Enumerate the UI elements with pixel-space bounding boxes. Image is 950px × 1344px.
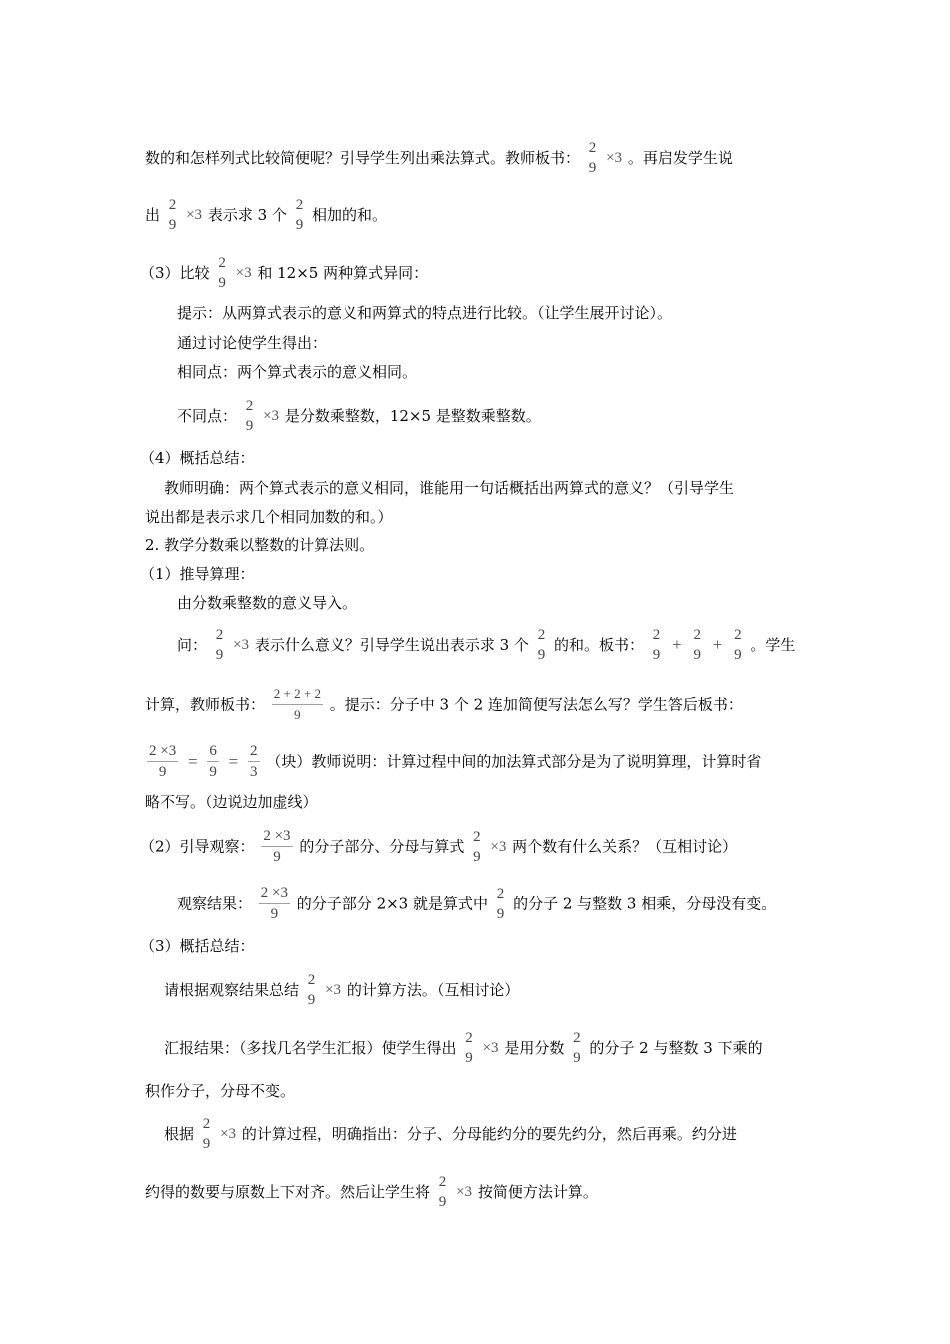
text: 问： (177, 636, 208, 654)
paragraph-line-2 (145, 195, 387, 235)
fraction-2-9: 2 9 (465, 1030, 473, 1066)
text: 请根据观察结果总结 (164, 981, 300, 999)
text: 2. 教学分数乘以整数的计算法则。 (145, 536, 375, 554)
equals-sign: = (188, 751, 198, 771)
fraction-2x3-over-9: $\frac{2 \times 3}{9}$ (149, 743, 177, 780)
text: 的分子 2 与整数 3 下乘的 (589, 1039, 763, 1057)
text: 积作分子，分母不变。 (145, 1082, 296, 1100)
fraction-2-9: 2 9 (573, 1030, 581, 1066)
paragraph-line-20 (140, 934, 255, 957)
text: 的和。板书： (553, 636, 644, 654)
paragraph-line-3 (140, 253, 428, 293)
plus-sign: + (712, 635, 723, 654)
text: 出 (145, 206, 161, 224)
fraction-2-9: 2 9 (537, 627, 546, 663)
fraction-2-9: 2 9 (295, 197, 304, 233)
paragraph-line-18 (140, 826, 737, 867)
fraction-2-9: 2 9 (218, 255, 226, 291)
paragraph-line-4 (177, 301, 672, 324)
fraction-2x3-over-9: $\frac{2 \times 3}{9}$ (260, 885, 289, 922)
fraction-2-9: 2 9 (202, 1116, 211, 1152)
times-3: ×3 (263, 408, 280, 424)
text: 略不写。（边说边加虚线） (145, 793, 318, 811)
text: 的计算过程，明确指出：分子、分母能约分的要先约分，然后再乘。约分进 (241, 1125, 737, 1143)
fraction-2-9: 2 9 (168, 197, 177, 233)
text: 由分数乘整数的意义导入。 (177, 594, 358, 612)
paragraph-line-16 (145, 741, 761, 782)
text: 根据 (164, 1125, 195, 1143)
text: 表示求 3 个 (207, 206, 287, 224)
text: 数的和怎样列式比较简便呢？引导学生列出乘法算式。教师板书： (145, 149, 581, 167)
text: 约得的数要与原数上下对齐。然后让学生将 (145, 1183, 431, 1201)
paragraph-line-17 (145, 790, 318, 813)
paragraph-line-8 (140, 446, 255, 469)
paragraph-line-24 (164, 1114, 737, 1154)
times-3: ×3 (220, 1126, 237, 1142)
paragraph-line-1 (145, 138, 733, 178)
text: 的分子部分、分母与算式 (299, 837, 465, 856)
text: （4）概括总结： (140, 449, 255, 467)
times-3: ×3 (325, 982, 342, 998)
paragraph-line-19 (177, 883, 776, 924)
text: 。学生 (750, 636, 796, 654)
times-3: ×3 (606, 150, 623, 166)
paragraph-line-12 (140, 562, 255, 585)
text: 教师明确：两个算式表示的意义相同，谁能用一句话概括出两算式的意义？（引导学生 (164, 479, 735, 497)
text: 相加的和。 (311, 206, 387, 224)
paragraph-line-15 (145, 684, 743, 725)
fraction-2-9: 2 9 (245, 398, 254, 434)
times-3: ×3 (235, 265, 252, 281)
text: 表示什么意义？引导学生说出表示求 3 个 (254, 636, 529, 654)
fraction-2-9: 2 9 (215, 627, 224, 663)
paragraph-line-21 (164, 970, 519, 1010)
text: （3）比较 (140, 264, 210, 282)
text: 。提示：分子中 3 个 2 连加简便写法怎么写？学生答后板书： (329, 695, 743, 714)
text: 通过讨论使学生得出： (177, 334, 328, 352)
plus-sign: + (672, 635, 682, 654)
text: 和 12×5 两种算式异同： (257, 264, 429, 282)
text: 的计算方法。（互相讨论） (346, 981, 520, 999)
fraction-6-9: $\frac{6}{9}$ (209, 743, 217, 780)
paragraph-line-6 (177, 360, 417, 383)
fraction-2-9: 2 9 (652, 627, 661, 663)
fraction-2-9: 2 9 (307, 972, 316, 1008)
text: 是用分数 (504, 1039, 565, 1057)
paragraph-line-7 (177, 396, 541, 436)
text: （1）推导算理： (140, 565, 255, 583)
text: 两个数有什么关系？（互相讨论） (512, 837, 738, 856)
text: 不同点： (177, 407, 238, 425)
times-3: ×3 (186, 207, 203, 223)
text: 观察结果： (177, 894, 253, 913)
text: 的分子 2 与整数 3 相乘，分母没有变。 (513, 894, 777, 913)
text: 说出都是表示求几个相同加数的和。） (145, 508, 393, 526)
text: 汇报结果：（多找几名学生汇报）使学生得出 (164, 1039, 457, 1057)
paragraph-line-10 (145, 505, 393, 528)
paragraph-line-9 (164, 476, 734, 499)
times-3: ×3 (482, 1040, 499, 1056)
text: 相同点：两个算式表示的意义相同。 (177, 363, 418, 381)
fraction-2-9: 2 9 (496, 885, 505, 922)
fraction-2-9: 2 9 (588, 140, 597, 176)
text: 的分子部分 2×3 就是算式中 (296, 894, 488, 913)
text: （2）引导观察： (140, 837, 255, 856)
paragraph-line-23 (145, 1079, 295, 1102)
text: 计算，教师板书： (145, 695, 266, 714)
fraction-2-9: 2 9 (473, 828, 481, 865)
text: 提示：从两算式表示的意义和两算式的特点进行比较。（让学生展开讨论）。 (177, 304, 673, 322)
paragraph-line-25 (145, 1172, 598, 1212)
fraction-2-9: 2 9 (693, 627, 701, 663)
section-heading-2 (145, 533, 374, 556)
fraction-2x3-over-9: $\frac{2 \times 3}{9}$ (263, 828, 291, 865)
paragraph-line-22 (164, 1028, 763, 1068)
text: （3）概括总结： (140, 937, 255, 955)
fraction-2-3: $\frac{2}{3}$ (250, 743, 258, 780)
times-3: ×3 (456, 1184, 473, 1200)
text: （块）教师说明：计算过程中间的加法算式部分是为了说明算理，计算时省 (266, 752, 762, 771)
fraction-2-9: 2 9 (438, 1174, 447, 1210)
paragraph-line-5 (177, 331, 327, 354)
text: 按简便方法计算。 (477, 1183, 598, 1201)
text: 。再启发学生说 (627, 149, 733, 167)
times-3: ×3 (233, 637, 250, 653)
fraction-sum-over-9: $\frac{2 + 2 + 2}{9}$ (273, 686, 321, 722)
equals-sign: = (228, 751, 239, 771)
paragraph-line-13 (177, 591, 357, 614)
fraction-2-9: 2 9 (734, 627, 742, 663)
text: 是分数乘整数，12×5 是整数乘整数。 (284, 407, 541, 425)
times-3: ×3 (490, 838, 507, 855)
paragraph-line-14 (177, 625, 795, 665)
